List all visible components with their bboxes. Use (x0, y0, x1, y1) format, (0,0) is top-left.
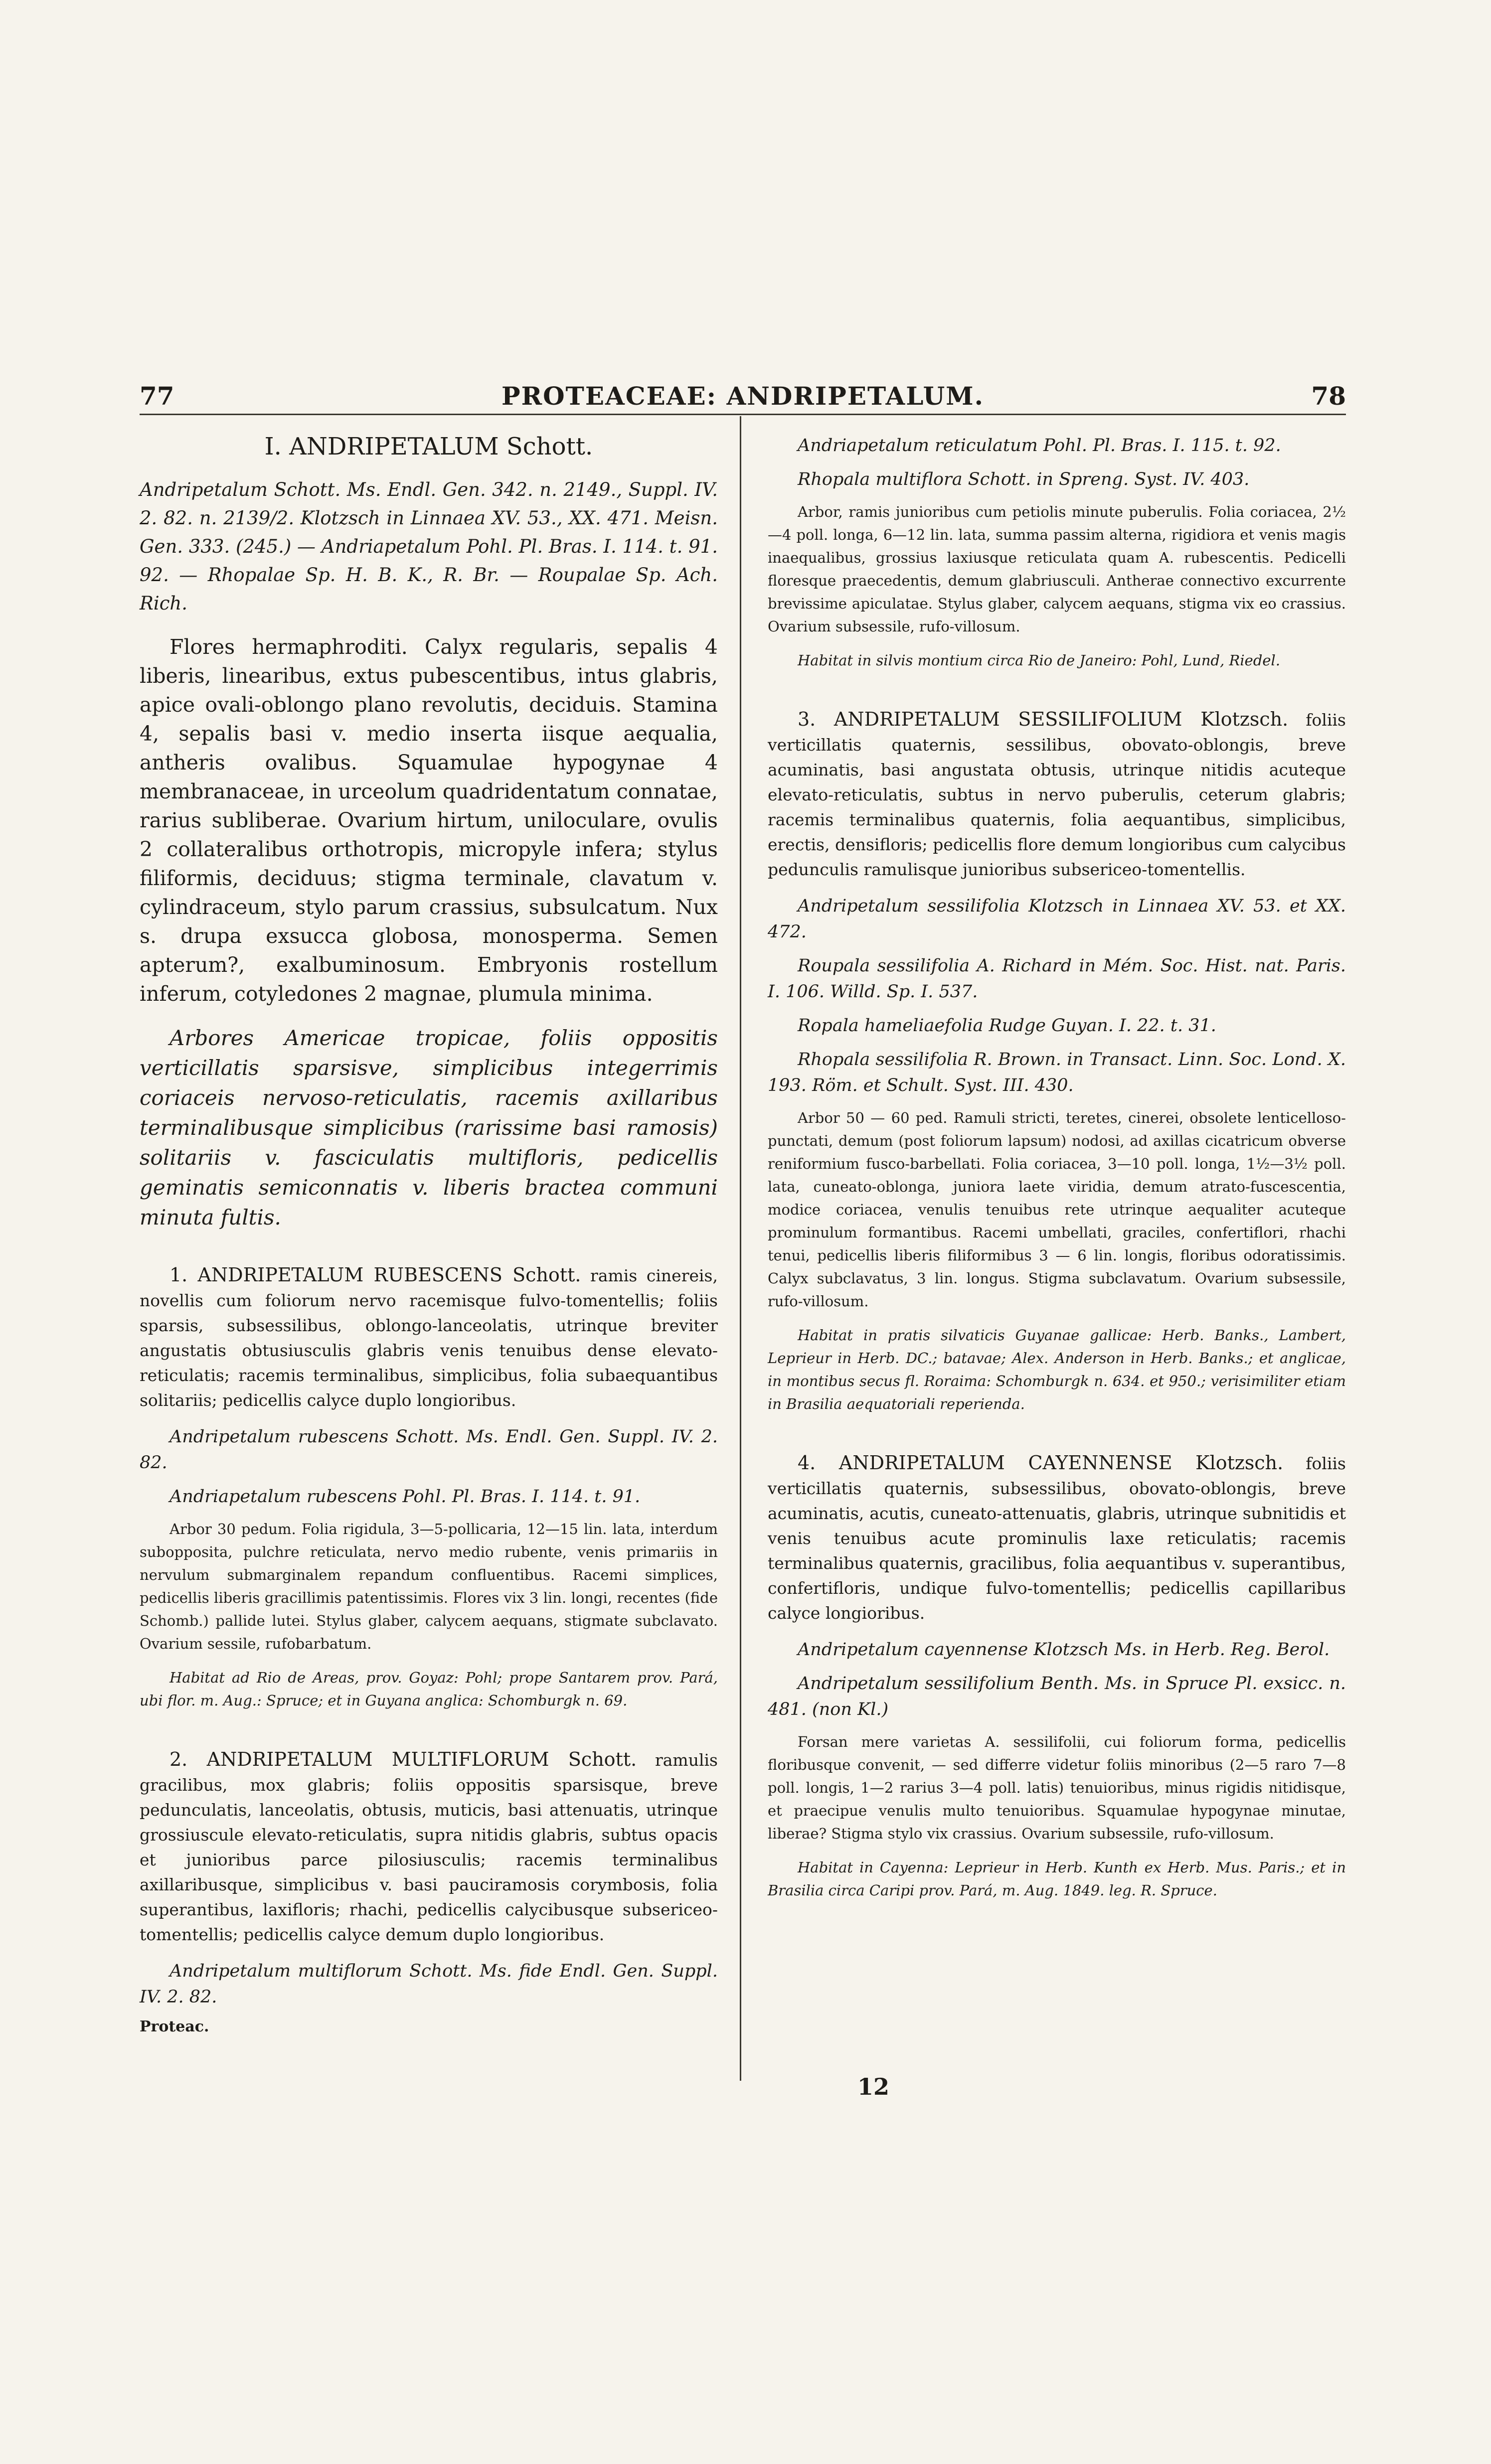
page-header (140, 381, 1346, 416)
species-2-heading: 2. ANDRIPETALUM MULTIFLORUM Schott. (169, 1748, 637, 1770)
genus-habit: Arbores Americae tropicae, foliis oppositis verticillatis sparsisve, simplicibus integerrimis coriaceis nervoso-reticulatis, racemis axillaribus terminalibusque simplicibus (rarissime basi ramosis) solitariis v. fasciculatis multifloris, pedicellis geminatis semiconnatis v. liberis bractea communi minuta fultis. (140, 1026, 718, 1230)
species-3-heading: 3. ANDRIPETALUM SESSILIFOLIUM Klotzsch. (798, 708, 1289, 730)
species-1-description: Arbor 30 pedum. Folia rigidula, 3—5-pollicaria, 12—15 lin. lata, interdum subopposita, pulchre reticulata, nervo medio rubente, venis primariis in nervulum submarginalem repandum confluentibus. Racemi simplices, pedicellis liberis gracillimis patentissimis. Flores vix 3 lin. longi, recentes (fide Schomb.) pallide lutei. Stylus glaber, calycem aequans, stigmate subclavato. Ovarium sessile, rufobarbatum. (140, 1521, 718, 1652)
running-title: PROTEACEAE: ANDRIPETALUM. (501, 381, 985, 411)
species-4-ref-2: Andripetalum sessilifolium Benth. Ms. in Spruce Pl. exsicc. n. 481. (non Kl.) (768, 1674, 1346, 1719)
species-1-ref-2: Andriapetalum rubescens Pohl. Pl. Bras. I. 114. t. 91. (169, 1487, 641, 1507)
species-2-habitat: Habitat in silvis montium circa Rio de Janeiro: Pohl, Lund, Riedel. (798, 652, 1281, 669)
species-1-heading: 1. ANDRIPETALUM RUBESCENS Schott. (169, 1264, 581, 1286)
species-3-description: Arbor 50 — 60 ped. Ramuli stricti, teretes, cinerei, obsolete lenticelloso-punctati, demum (post foliorum lapsum) nodosi, ad axillas cicatricum obverse reniformium fusco-barbellati. Folia coriacea, 3—10 poll. longa, 1½—3½ poll. lata, cuneato-oblonga, juniora laete viridia, demum atrato-fuscescentia, modice coriacea, venulis tenuibus rete utrinque aequaliter acuteque prominulum formantibus. Racemi umbellati, graciles, confertiflori, rhachi tenui, pedicellis liberis filiformibus 3 — 6 lin. longis, floribus odoratissimis. Calyx subclavatus, 3 lin. longus. Stigma subclavatum. Ovarium subsessile, rufo-villosum. (768, 1109, 1346, 1310)
species-2-diagnosis (140, 1747, 718, 1947)
genus-title: I. ANDRIPETALUM Schott. (264, 433, 593, 461)
species-2-description: Arbor, ramis junioribus cum petiolis minute puberulis. Folia coriacea, 2½—4 poll. longa, 6—12 lin. lata, summa passim alterna, rigidiora et venis magis inaequalibus, grossius laxiusque reticulata quam A. rubescentis. Pedicelli floresque praecedentis, demum glabriusculi. Antherae connectivo excurrente brevissime apiculatae. Stylus glaber, calycem aequans, stigma vix eo crassius. Ovarium subsessile, rufo-villosum. (768, 503, 1346, 635)
right-page-number: 78 (1311, 381, 1346, 411)
species-2-ref-1: Andripetalum multiflorum Schott. Ms. fide Endl. Gen. Suppl. IV. 2. 82. (140, 1961, 718, 2007)
species-3-ref-1: Andripetalum sessilifolia Klotzsch in Linnaea XV. 53. et XX. 472. (768, 896, 1346, 942)
species-2-ref-3: Rhopala multiflora Schott. in Spreng. Syst. IV. 403. (798, 469, 1250, 489)
species-4-habitat: Habitat in Cayenna: Leprieur in Herb. Kunth ex Herb. Mus. Paris.; et in Brasilia circa Caripi prov. Pará, m. Aug. 1849. leg. R. Spruce. (768, 1859, 1346, 1899)
species-1-habitat: Habitat ad Rio de Areas, prov. Goyaz: Pohl; prope Santarem prov. Pará, ubi flor. m. Aug.: Spruce; et in Guyana anglica: Schomburgk n. 69. (140, 1669, 718, 1709)
left-column (140, 433, 718, 2035)
species-3-text: foliis verticillatis quaternis, sessilibus, obovato-oblongis, breve acuminatis, basi angustata obtusis, utrinque nitidis acuteque elevato-reticulatis, subtus in nervo puberulis, ceterum glabris; racemis terminalibus quaternis, folia aequantibus, simplicibus, erectis, densifloris; pedicellis flore demum longioribus cum calycibus pedunculis ramulisque junioribus subsericeo-tomentellis. (768, 710, 1346, 879)
species-4-ref-1: Andripetalum cayennense Klotzsch Ms. in Herb. Reg. Berol. (798, 1640, 1330, 1660)
left-page-number: 77 (140, 381, 174, 411)
species-4-heading: 4. ANDRIPETALUM CAYENNENSE Klotzsch. (798, 1452, 1284, 1474)
species-3-ref-3: Ropala hameliaefolia Rudge Guyan. I. 22. t. 31. (798, 1016, 1216, 1036)
genus-description: Flores hermaphroditi. Calyx regularis, sepalis 4 liberis, linearibus, extus pubescentibus, intus glabris, apice ovali-oblongo plano revolutis, deciduis. Stamina 4, sepalis basi v. medio inserta iisque aequalia, antheris ovalibus. Squamulae hypogynae 4 membranaceae, in urceolum quadridentatum connatae, rarius subliberae. Ovarium hirtum, uniloculare, ovulis 2 collateralibus orthotropis, micropyle infera; stylus filiformis, deciduus; stigma terminale, clavatum v. cylindraceum, stylo parum crassius, subsulcatum. Nux s. drupa exsucca globosa, monosperma. Semen apterum?, exalbuminosum. Embryonis rostellum inferum, cotyledones 2 magnae, plumula minima. (140, 635, 718, 1006)
right-column (768, 433, 1346, 1937)
species-4-text: foliis verticillatis quaternis, subsessilibus, obovato-oblongis, breve acuminatis, acutis, cuneato-attenuatis, glabris, utrinque subnitidis et venis tenuibus acute prominulis laxe reticulatis; racemis terminalibus quaternis, gracilibus, folia aequantibus v. superantibus, confertifloris, undique fulvo-tomentellis; pedicellis capillaribus calyce longioribus. (768, 1454, 1346, 1623)
species-2-ref-2: Andriapetalum reticulatum Pohl. Pl. Bras. I. 115. t. 92. (798, 436, 1281, 456)
species-1-text: ramis cinereis, novellis cum foliorum nervo racemisque fulvo-tomentellis; foliis sparsis, subsessilibus, oblongo-lanceolatis, utrinque breviter angustatis obtusiusculis glabris venis tenuibus dense elevato-reticulatis; racemis terminalibus, simplicibus, folia subaequantibus solitariis; pedicellis calyce duplo longioribus. (140, 1266, 718, 1410)
species-3-ref-2: Roupala sessilifolia A. Richard in Mém. Soc. Hist. nat. Paris. I. 106. Willd. Sp. I. 537. (768, 956, 1346, 1002)
signature-mark: Proteac. (140, 2018, 209, 2035)
species-4-diagnosis (768, 1450, 1346, 1626)
species-1-diagnosis (140, 1262, 718, 1413)
species-3-habitat: Habitat in pratis silvaticis Guyanae gallicae: Herb. Banks., Lambert, Leprieur in Herb. DC.; batavae; Alex. Anderson in Herb. Banks.; et anglicae, in montibus secus fl. Roraima: Schomburgk n. 634. et 950.; verisimiliter etiam in Brasilia aequatoriali reperienda. (768, 1327, 1346, 1412)
species-3-diagnosis (768, 707, 1346, 882)
species-4-note: Forsan mere varietas A. sessilifolii, cui foliorum forma, pedicellis floribusque convenit, — sed differre videtur foliis minoribus (2—5 raro 7—8 poll. longis, 1—2 rarius 3—4 poll. latis) tenuioribus, minus rigidis nitidisque, et praecipue venulis multo tenuioribus. Squamulae hypogynae minutae, liberae? Stigma stylo vix crassius. Ovarium subsessile, rufo-villosum. (768, 1733, 1346, 1842)
species-2-text: ramulis gracilibus, mox glabris; foliis oppositis sparsisque, breve pedunculatis, lanceolatis, obtusis, muticis, basi attenuatis, utrinque grossiuscule elevato-reticulatis, supra nitidis glabris, subtus opacis et junioribus parce pilosiusculis; racemis terminalibus axillaribusque, simplicibus v. basi pauciramosis corymbosis, folia superantibus, laxifloris; rhachi, pedicellis calycibusque subsericeo-tomentellis; pedicellis calyce demum duplo longioribus. (140, 1750, 718, 1944)
sheet-number: 12 (857, 2073, 890, 2100)
column-rule (740, 416, 741, 2081)
header-rule (140, 414, 1346, 415)
species-3-ref-4: Rhopala sessilifolia R. Brown. in Transact. Linn. Soc. Lond. X. 193. Röm. et Schult. Syst. III. 430. (768, 1050, 1346, 1095)
species-1-ref-1: Andripetalum rubescens Schott. Ms. Endl. Gen. Suppl. IV. 2. 82. (140, 1427, 718, 1473)
genus-synonymy: Andripetalum Schott. Ms. Endl. Gen. 342. n. 2149., Suppl. IV. 2. 82. n. 2139/2. Klotzsch in Linnaea XV. 53., XX. 471. Meisn. Gen. 333. (245.) — Andriapetalum Pohl. Pl. Bras. I. 114. t. 91. 92. — Rhopalae Sp. H. B. K., R. Br. — Roupalae Sp. Ach. Rich. (140, 479, 718, 614)
